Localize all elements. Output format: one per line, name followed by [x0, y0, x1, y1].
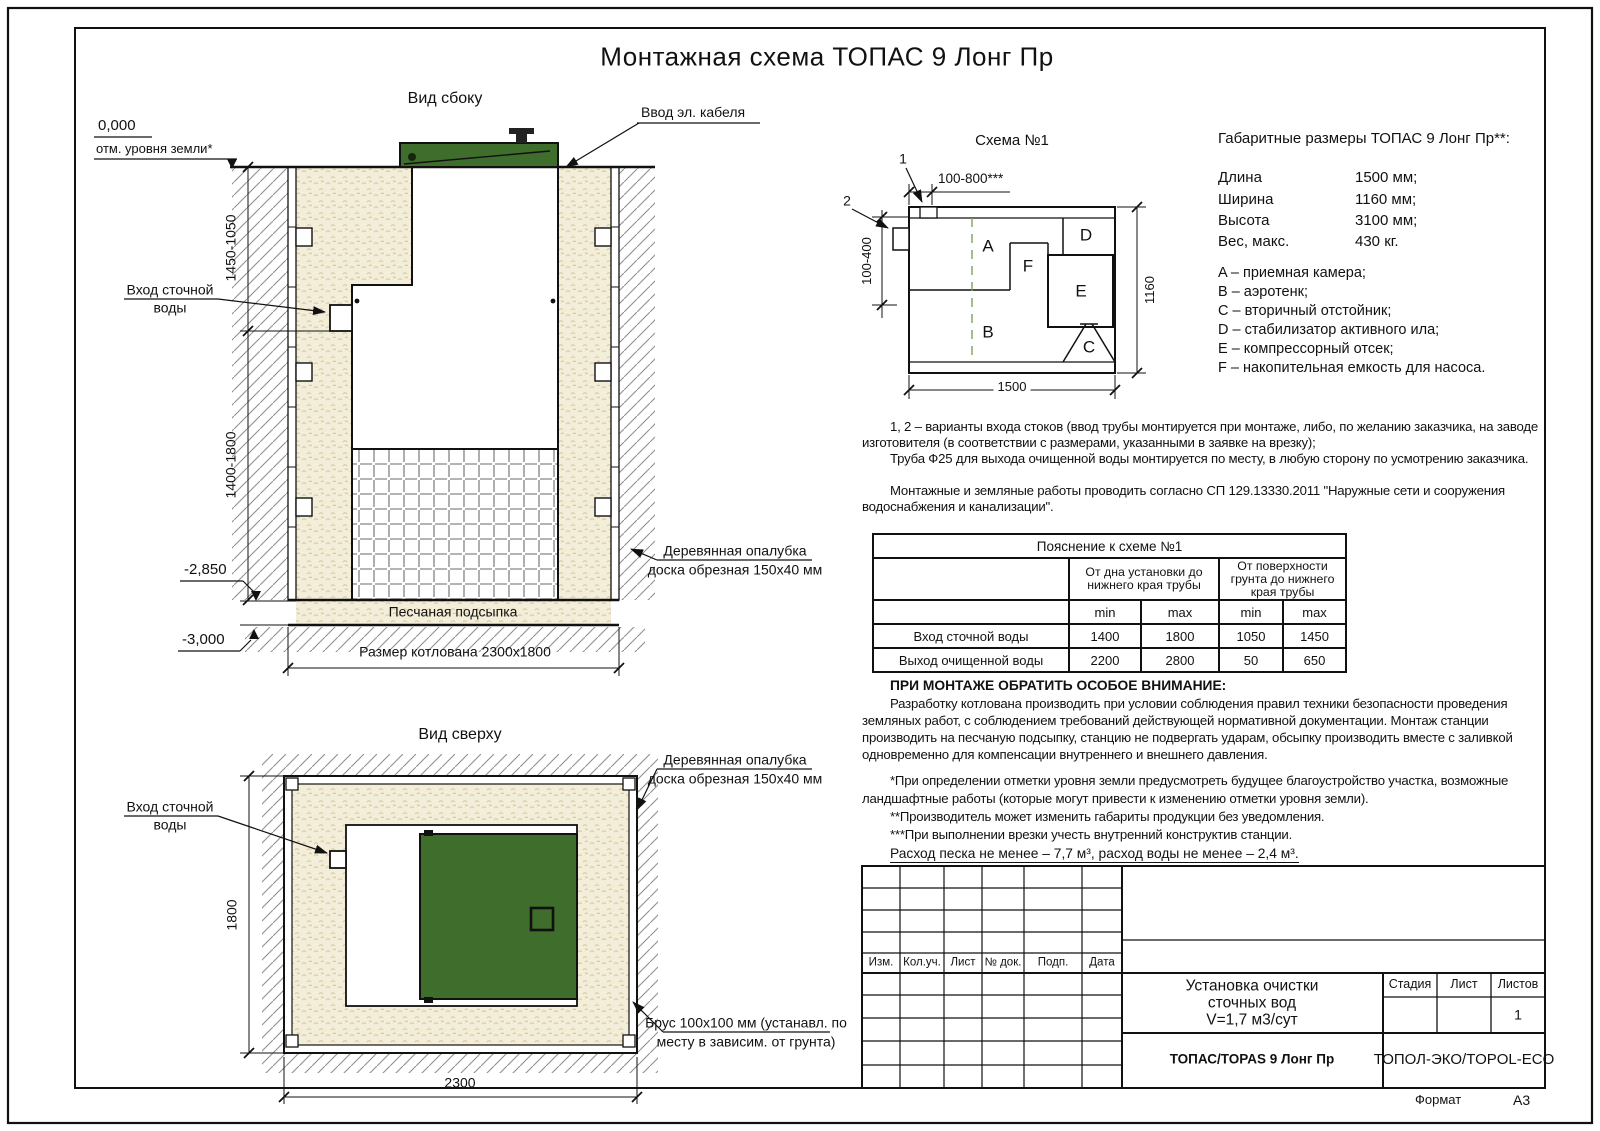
inlet-top-label-line2: воды	[153, 816, 187, 833]
footnote: **Производитель может изменить габариты продукции без уведомления.	[890, 809, 1325, 824]
rev-header: Дата	[1089, 956, 1115, 969]
legend-item: B – аэротенк;	[1218, 284, 1308, 300]
spec-value: 1160 мм;	[1355, 191, 1417, 208]
tank-lid	[400, 143, 558, 167]
rev-header: Изм.	[868, 956, 894, 969]
spec-value: 430 кг.	[1355, 233, 1399, 250]
explanation-table	[872, 533, 1347, 673]
schema-inlet-2	[893, 228, 909, 250]
cable-label: Ввод эл. кабеля	[641, 104, 746, 120]
inlet-pipe	[330, 305, 352, 331]
formwork-top-label-line2: доска обрезная 150x40 мм	[647, 770, 823, 787]
attention-body-block	[862, 695, 1550, 763]
col-max: max	[1283, 600, 1346, 624]
inlet-label-line1: Вход сточной	[126, 281, 214, 298]
marker2-leader	[852, 209, 888, 228]
compartment-e: E	[1075, 281, 1087, 301]
table-cell: 50	[1219, 648, 1283, 672]
product-name: ТОПАС/TOPAS 9 Лонг Пр	[1169, 1051, 1335, 1067]
beam-label-line2: месту в зависим. от грунта)	[656, 1033, 836, 1050]
spec-value: 1500 мм;	[1355, 169, 1418, 186]
col-max: max	[1141, 600, 1219, 624]
vent-icon	[516, 133, 527, 143]
legend-item: F – накопительная емкость для насоса.	[1218, 360, 1486, 376]
legend-item: E – компрессорный отсек;	[1218, 341, 1394, 357]
beam-label-line1: Брус 100x100 мм (устанавл. по	[645, 1014, 847, 1031]
cable-leader	[566, 123, 639, 167]
level-m300: -3,000	[182, 631, 225, 648]
table-cell: 1400	[1069, 624, 1141, 648]
compartment-d: D	[1079, 225, 1093, 245]
table-row-label: Выход очищенной воды	[873, 648, 1069, 672]
formwork-label-line2: доска обрезная 150x40 мм	[647, 561, 823, 578]
footnote: ***При выполнении врезки учесть внутренний конструктив станции.	[890, 827, 1293, 842]
consumption-note: Расход песка не менее – 7,7 м³, расход воды не менее – 2,4 м³.	[890, 846, 1299, 863]
doc-title-line2: сточных вод	[1207, 994, 1297, 1012]
schema-inlet-1	[920, 207, 937, 218]
schema-dim-right: 1160	[1141, 276, 1157, 304]
format-label: Формат	[1415, 1092, 1462, 1107]
dim-1400-1800: 1400-1800	[222, 431, 239, 499]
soil-hatch-left	[232, 167, 288, 600]
marker1-leader	[906, 168, 922, 202]
legend-item: A – приемная камера;	[1218, 265, 1366, 281]
spec-label: Длина	[1218, 169, 1262, 186]
schema-dim-left: 100-400	[858, 237, 874, 285]
table-cell: 2800	[1141, 648, 1219, 672]
formwork-top-label-line1: Деревянная опалубка	[663, 751, 807, 768]
spec-label: Высота	[1218, 212, 1270, 229]
legend-item: D – стабилизатор активного ила;	[1218, 322, 1440, 338]
rev-header: Подп.	[1037, 956, 1069, 969]
note-variants: 1, 2 – варианты входа стоков (ввод трубы монтируется при монтаже, либо, по желанию заказчика, на заводе изготовителя (в соответствии с размерами, указанными в заявке на врезку);	[862, 419, 1538, 450]
footnote: *При определении отметки уровня земли предусмотреть будущее благоустройство участка, возможные ландшафтные работы (которые могут привести к изменению отметки уровня земли).	[862, 773, 1509, 806]
dim-1450-1050: 1450-1050	[222, 214, 239, 282]
tank-ballast-grid	[352, 449, 558, 600]
note-pipe: Труба Ф25 для выхода очищенной воды монтируется по месту, в любую сторону по усмотрению заказчика.	[890, 451, 1529, 466]
inlet-label-line2: воды	[153, 299, 187, 316]
col-min: min	[1219, 600, 1283, 624]
table-cell: 1050	[1219, 624, 1283, 648]
doc-title-line3: V=1,7 м3/сут	[1206, 1011, 1298, 1029]
lid-lock-icon	[408, 153, 416, 161]
table-group2: От поверхности грунта до нижнего края трубы	[1219, 558, 1346, 600]
notes-block	[862, 419, 1550, 515]
dim-1800: 1800	[223, 899, 240, 931]
legend-item: C – вторичный отстойник;	[1218, 303, 1392, 319]
compartment-a: A	[982, 236, 994, 256]
table-cell: 650	[1283, 648, 1346, 672]
side-view-drawing	[94, 123, 812, 676]
table-cell: 1450	[1283, 624, 1346, 648]
stage-header: Лист	[1450, 977, 1478, 992]
attention-body: Разработку котлована производить при условии соблюдения правил техники безопасности проведения земляных работ, с соблюдением требований действующей нормативной документации. Монтаж станции производить на песчаную подсыпку, станцию не подвергать ударам, обсыпку производить вместе с заливкой одновременно для компенсации внутреннего и внешнего давления.	[862, 696, 1513, 762]
level-m285: -2,850	[184, 561, 227, 578]
schema-dim-bottom: 1500	[994, 380, 1031, 394]
rev-header: Кол.уч.	[903, 956, 941, 969]
top-view-title: Вид сверху	[418, 726, 502, 744]
format-value: А3	[1513, 1092, 1531, 1108]
inlet-top-label-line1: Вход сточной	[126, 798, 214, 815]
compartment-c: C	[1082, 337, 1096, 357]
compartment-f: F	[1022, 256, 1034, 276]
soil-hatch-right	[619, 167, 655, 600]
table-cell: 2200	[1069, 648, 1141, 672]
col-min: min	[1069, 600, 1141, 624]
schema-drawing	[852, 168, 1146, 399]
formwork-label-line1: Деревянная опалубка	[663, 542, 807, 559]
table-cell: 1800	[1141, 624, 1219, 648]
rev-header: № док.	[984, 956, 1022, 969]
inlet-pipe-top	[330, 851, 346, 868]
footnotes-block	[862, 772, 1556, 844]
attention-heading: ПРИ МОНТАЖЕ ОБРАТИТЬ ОСОБОЕ ВНИМАНИЕ:	[890, 678, 1227, 693]
table-group1: От дна установки до нижнего края трубы	[1069, 558, 1219, 600]
schema-marker-2: 2	[843, 192, 851, 209]
pit-size-label: Размер котлована 2300x1800	[359, 643, 551, 660]
spec-label: Вес, макс.	[1218, 233, 1290, 250]
company-name: ТОПОЛ-ЭКО/TOPOL-ECO	[1373, 1050, 1555, 1068]
doc-title-line1: Установка очистки	[1185, 977, 1319, 995]
side-view-title: Вид сбоку	[407, 90, 483, 108]
schema-title: Схема №1	[975, 131, 1049, 149]
rev-header: Лист	[950, 956, 976, 969]
sheets-count: 1	[1514, 1006, 1522, 1023]
spec-value: 3100 мм;	[1355, 212, 1418, 229]
stage-header: Стадия	[1388, 977, 1432, 992]
sand-bed-label: Песчаная подсыпка	[388, 603, 518, 620]
schema-marker-1: 1	[899, 150, 907, 167]
level-zero: 0,000	[98, 117, 136, 134]
specs-heading: Габаритные размеры ТОПАС 9 Лонг Пр**:	[1218, 130, 1510, 147]
stage-header: Листов	[1497, 977, 1539, 992]
dim-2300: 2300	[444, 1074, 476, 1091]
spec-label: Ширина	[1218, 191, 1274, 208]
page-title: Монтажная схема ТОПАС 9 Лонг Пр	[600, 41, 1054, 72]
formwork-board-left	[288, 167, 296, 600]
compartment-b: B	[982, 322, 994, 342]
table-row-label: Вход сточной воды	[873, 624, 1069, 648]
level-zero-note: отм. уровня земли*	[96, 141, 213, 156]
table-title: Пояснение к схеме №1	[873, 534, 1346, 558]
formwork-board-right	[611, 167, 619, 600]
note-sp: Монтажные и земляные работы проводить согласно СП 129.13330.2011 "Наружные сети и сооружения водоснабжения и канализации".	[862, 483, 1505, 514]
schema-dim-top: 100-800***	[938, 171, 1004, 186]
